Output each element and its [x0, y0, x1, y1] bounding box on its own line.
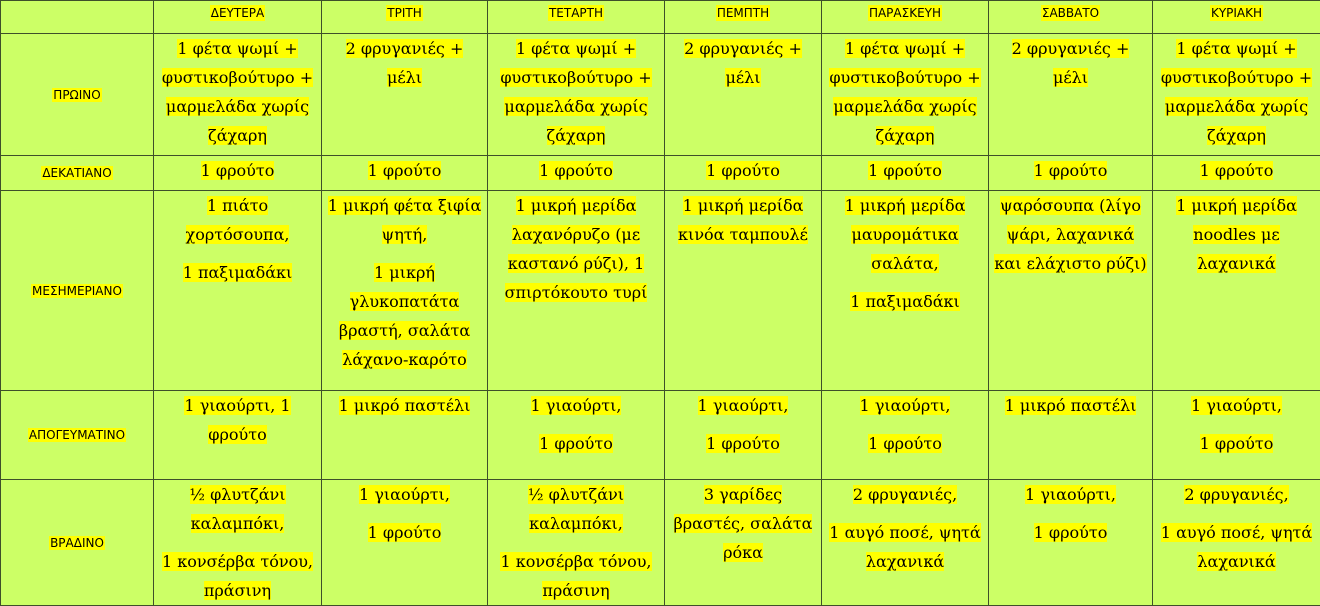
meal-cell-afternoon-snack-thursday	[665, 391, 822, 480]
meal-item-text: 1 γιαούρτι,	[860, 396, 951, 415]
day-name: ΚΥΡΙΑΚΗ	[1210, 5, 1263, 21]
meal-item-text: 3 γαρίδες βραστές, σαλάτα ρόκα	[674, 485, 813, 562]
meal-cell-afternoon-snack-friday	[822, 391, 989, 480]
meal-item-text: 1 γιαούρτι,	[1025, 485, 1116, 504]
meal-cell-breakfast-thursday	[665, 34, 822, 156]
meal-label-text: ΒΡΑΔΙΝΟ	[49, 536, 105, 550]
meal-cell-afternoon-snack-sunday	[1153, 391, 1320, 480]
meal-label-breakfast	[1, 34, 154, 156]
meal-item-text: ½ φλυτζάνι καλαμπόκι,	[528, 485, 624, 533]
meal-cell-lunch-thursday	[665, 191, 822, 391]
meal-cell-dinner-sunday	[1153, 480, 1320, 606]
meal-row-afternoon-snack	[1, 391, 1320, 480]
meal-cell-lunch-wednesday	[488, 191, 665, 391]
meal-cell-breakfast-sunday	[1153, 34, 1320, 156]
meal-row-breakfast	[1, 34, 1320, 156]
meal-cell-afternoon-snack-saturday	[989, 391, 1153, 480]
day-name: ΔΕΥΤΕΡΑ	[210, 5, 265, 21]
meal-cell-dinner-wednesday	[488, 480, 665, 606]
day-header-thursday	[665, 1, 822, 34]
meal-cell-dinner-friday	[822, 480, 989, 606]
meal-cell-mid-morning-snack-tuesday	[322, 156, 488, 191]
meal-item-text: ψαρόσουπα (λίγο ψάρι, λαχανικά και ελάχιστο ρύζι)	[994, 196, 1146, 273]
meal-item-text: 1 μικρή μερίδα λαχανόρυζο (με καστανό ρύζι), 1 σπιρτόκουτο τυρί	[505, 196, 648, 302]
day-name: ΠΕΜΠΤΗ	[716, 5, 770, 21]
meal-item-text: 1 φέτα ψωμί + φυστικοβούτυρο + μαρμελάδα χωρίς ζάχαρη	[1161, 39, 1312, 145]
meal-label-text: ΜΕΣΗΜΕΡΙΑΝΟ	[31, 284, 123, 298]
meal-item-text: 1 φρούτο	[1200, 161, 1274, 180]
meal-cell-mid-morning-snack-sunday	[1153, 156, 1320, 191]
meal-item-text: 1 φρούτο	[368, 161, 442, 180]
day-header-wednesday	[488, 1, 665, 34]
meal-item-text: 1 φέτα ψωμί + φυστικοβούτυρο + μαρμελάδα χωρίς ζάχαρη	[829, 39, 980, 145]
meal-item-text: 1 αυγό ποσέ, ψητά λαχανικά	[829, 523, 980, 571]
meal-cell-breakfast-saturday	[989, 34, 1153, 156]
day-header-tuesday	[322, 1, 488, 34]
meal-item-text: 1 φρούτο	[868, 161, 942, 180]
meal-cell-lunch-tuesday	[322, 191, 488, 391]
meal-row-mid-morning-snack	[1, 156, 1320, 191]
meal-item-text: 1 φέτα ψωμί + φυστικοβούτυρο + μαρμελάδα χωρίς ζάχαρη	[500, 39, 651, 145]
day-name: ΣΑΒΒΑΤΟ	[1041, 5, 1100, 21]
meal-item-text: 1 παξιμαδάκι	[183, 263, 293, 282]
meal-cell-lunch-saturday	[989, 191, 1153, 391]
day-name: ΠΑΡΑΣΚΕΥΗ	[868, 5, 942, 21]
meal-cell-dinner-saturday	[989, 480, 1153, 606]
meal-item-text: 1 κονσέρβα τόνου, πράσινη	[162, 552, 313, 600]
meal-item-text: 1 κονσέρβα τόνου, πράσινη	[500, 552, 651, 600]
meal-item-text: 2 φρυγανιές + μέλι	[346, 39, 464, 87]
meal-cell-breakfast-friday	[822, 34, 989, 156]
meal-label-dinner	[1, 480, 154, 606]
meal-item-text: 1 μικρή μερίδα κινόα ταμπουλέ	[678, 196, 808, 244]
plan-body	[1, 34, 1320, 606]
meal-cell-afternoon-snack-monday	[154, 391, 322, 480]
meal-cell-dinner-thursday	[665, 480, 822, 606]
meal-item-text: 1 πιάτο χορτόσουπα,	[186, 196, 290, 244]
meal-cell-mid-morning-snack-friday	[822, 156, 989, 191]
meal-item-text: 1 φρούτο	[1200, 434, 1274, 453]
day-header-sunday	[1153, 1, 1320, 34]
meal-cell-mid-morning-snack-thursday	[665, 156, 822, 191]
meal-row-lunch	[1, 191, 1320, 391]
day-header-monday	[154, 1, 322, 34]
meal-item-text: 1 μικρή φέτα ξιφία ψητή,	[328, 196, 482, 244]
meal-cell-breakfast-tuesday	[322, 34, 488, 156]
day-header-friday	[822, 1, 989, 34]
meal-item-text: 1 μικρό παστέλι	[1005, 396, 1137, 415]
meal-item-text: 2 φρυγανιές + μέλι	[1012, 39, 1130, 87]
meal-cell-mid-morning-snack-wednesday	[488, 156, 665, 191]
meal-cell-breakfast-wednesday	[488, 34, 665, 156]
meal-item-text: 1 γιαούρτι,	[698, 396, 789, 415]
meal-item-text: 1 παξιμαδάκι	[850, 292, 960, 311]
meal-cell-mid-morning-snack-monday	[154, 156, 322, 191]
meal-item-text: 1 μικρό παστέλι	[339, 396, 471, 415]
day-name: ΤΕΤΑΡΤΗ	[548, 5, 604, 21]
meal-label-mid-morning-snack	[1, 156, 154, 191]
meal-item-text: 1 φρούτο	[368, 523, 442, 542]
meal-row-dinner	[1, 480, 1320, 606]
meal-item-text: 1 μικρή μερίδα noodles με λαχανικά	[1176, 196, 1297, 273]
day-header-saturday	[989, 1, 1153, 34]
meal-item-text: 1 φέτα ψωμί + φυστικοβούτυρο + μαρμελάδα χωρίς ζάχαρη	[162, 39, 313, 145]
meal-item-text: 1 γιαούρτι, 1 φρούτο	[184, 396, 290, 444]
meal-item-text: 1 φρούτο	[539, 161, 613, 180]
meal-cell-lunch-sunday	[1153, 191, 1320, 391]
meal-item-text: 1 μικρή γλυκοπατάτα βραστή, σαλάτα λάχανο-καρότο	[339, 263, 470, 369]
meal-item-text: 1 γιαούρτι,	[531, 396, 622, 415]
meal-item-text: 1 φρούτο	[1034, 523, 1108, 542]
meal-cell-dinner-monday	[154, 480, 322, 606]
day-name: ΤΡΙΤΗ	[386, 5, 422, 21]
meal-label-text: ΑΠΟΓΕΥΜΑΤΙΝΟ	[28, 428, 126, 442]
meal-item-text: 2 φρυγανιές,	[1184, 485, 1288, 504]
corner-cell	[1, 1, 154, 34]
meal-item-text: 1 φρούτο	[706, 434, 780, 453]
meal-label-lunch	[1, 191, 154, 391]
meal-cell-lunch-monday	[154, 191, 322, 391]
meal-cell-breakfast-monday	[154, 34, 322, 156]
meal-item-text: 1 φρούτο	[1034, 161, 1108, 180]
header-row	[1, 1, 1320, 34]
meal-label-text: ΔΕΚΑΤΙΑΝΟ	[41, 166, 112, 180]
meal-cell-lunch-friday	[822, 191, 989, 391]
meal-item-text: 1 γιαούρτι,	[1191, 396, 1282, 415]
meal-item-text: 2 φρυγανιές + μέλι	[684, 39, 802, 87]
meal-item-text: 1 φρούτο	[201, 161, 275, 180]
meal-item-text: ½ φλυτζάνι καλαμπόκι,	[190, 485, 286, 533]
meal-item-text: 1 φρούτο	[539, 434, 613, 453]
meal-label-afternoon-snack	[1, 391, 154, 480]
meal-cell-afternoon-snack-tuesday	[322, 391, 488, 480]
meal-item-text: 1 φρούτο	[706, 161, 780, 180]
meal-cell-mid-morning-snack-saturday	[989, 156, 1153, 191]
meal-item-text: 1 γιαούρτι,	[359, 485, 450, 504]
meal-cell-afternoon-snack-wednesday	[488, 391, 665, 480]
meal-cell-dinner-tuesday	[322, 480, 488, 606]
meal-item-text: 1 φρούτο	[868, 434, 942, 453]
meal-item-text: 2 φρυγανιές,	[853, 485, 957, 504]
meal-label-text: ΠΡΩΙΝΟ	[52, 88, 101, 102]
meal-item-text: 1 μικρή μερίδα μαυρομάτικα σαλάτα,	[845, 196, 966, 273]
meal-item-text: 1 αυγό ποσέ, ψητά λαχανικά	[1161, 523, 1312, 571]
